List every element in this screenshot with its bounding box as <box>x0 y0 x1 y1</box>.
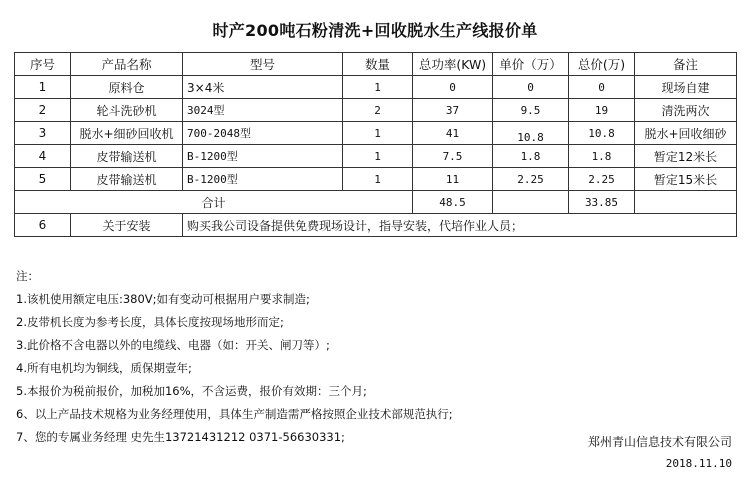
note-item: 3.此价格不含电器以外的电缆线、电器（如：开关、闸刀等）; <box>16 338 330 352</box>
col-header-unit-price: 单价（万） <box>493 53 569 76</box>
row-unit-price: 2.25 <box>493 168 569 191</box>
row-unit-price: 9.5 <box>493 99 569 122</box>
quotation-table <box>14 52 737 237</box>
note-item: 7、您的专属业务经理 史先生13721431212 0371-56630331; <box>16 430 345 444</box>
notes-section <box>16 265 453 449</box>
row-qty: 1 <box>343 145 413 168</box>
table-row <box>15 76 737 99</box>
subtotal-empty-cell <box>493 191 569 214</box>
row-model: B-1200型 <box>183 145 343 168</box>
table-row <box>15 122 737 145</box>
row-name: 皮带输送机 <box>71 168 183 191</box>
row-name: 皮带输送机 <box>71 145 183 168</box>
row-model: 3×4米 <box>183 76 343 99</box>
note-item: 6、以上产品技术规格为业务经理使用，具体生产制造需严格按照企业技术部规范执行; <box>16 407 453 421</box>
col-header-model: 型号 <box>183 53 343 76</box>
row-model: 3024型 <box>183 99 343 122</box>
document-date: 2018.11.10 <box>665 457 732 470</box>
install-name: 关于安装 <box>71 214 183 237</box>
row-model: 700-2048型 <box>183 122 343 145</box>
col-header-qty: 数量 <box>343 53 413 76</box>
row-model: B-1200型 <box>183 168 343 191</box>
note-item: 1.该机使用额定电压:380V;如有变动可根据用户要求制造; <box>16 292 310 306</box>
note-item: 4.所有电机均为铜线，质保期壹年; <box>16 361 192 375</box>
row-qty: 1 <box>343 76 413 99</box>
row-name: 脱水+细砂回收机 <box>71 122 183 145</box>
row-unit-price: 10.8 <box>493 122 569 145</box>
row-no: 4 <box>15 145 71 168</box>
row-total: 2.25 <box>569 168 635 191</box>
note-item: 5.本报价为税前报价，加税加16%，不含运费，报价有效期：三个月; <box>16 384 367 398</box>
note-item: 2.皮带机长度为参考长度，具体长度按现场地形而定; <box>16 315 284 329</box>
row-remark: 现场自建 <box>635 76 737 99</box>
table-row <box>15 145 737 168</box>
row-no: 3 <box>15 122 71 145</box>
col-header-name: 产品名称 <box>71 53 183 76</box>
document-title: 时产200吨石粉清洗+回收脱水生产线报价单 <box>212 21 538 40</box>
col-header-remark: 备注 <box>635 53 737 76</box>
row-qty: 1 <box>343 168 413 191</box>
row-name: 轮斗洗砂机 <box>71 99 183 122</box>
subtotal-row <box>15 191 737 214</box>
table-row <box>15 168 737 191</box>
col-header-total: 总价(万) <box>569 53 635 76</box>
row-power: 0 <box>413 76 493 99</box>
notes-heading: 注： <box>16 269 39 283</box>
row-remark: 暂定15米长 <box>635 168 737 191</box>
subtotal-power: 48.5 <box>413 191 493 214</box>
row-remark: 脱水+回收细砂 <box>635 122 737 145</box>
row-qty: 1 <box>343 122 413 145</box>
row-total: 1.8 <box>569 145 635 168</box>
install-text: 购买我公司设备提供免费现场设计，指导安装，代培作业人员； <box>183 214 737 237</box>
row-total: 10.8 <box>569 122 635 145</box>
row-total: 19 <box>569 99 635 122</box>
row-remark: 清洗两次 <box>635 99 737 122</box>
table-header-row <box>15 53 737 76</box>
row-remark: 暂定12米长 <box>635 145 737 168</box>
company-name: 郑州青山信息技术有限公司 <box>587 435 732 449</box>
row-no: 5 <box>15 168 71 191</box>
row-power: 11 <box>413 168 493 191</box>
row-no: 2 <box>15 99 71 122</box>
subtotal-total: 33.85 <box>569 191 635 214</box>
col-header-power: 总功率(KW) <box>413 53 493 76</box>
subtotal-empty-cell <box>635 191 737 214</box>
install-row <box>15 214 737 237</box>
row-power: 41 <box>413 122 493 145</box>
row-power: 37 <box>413 99 493 122</box>
row-name: 原料仓 <box>71 76 183 99</box>
row-total: 0 <box>569 76 635 99</box>
row-no: 1 <box>15 76 71 99</box>
row-qty: 2 <box>343 99 413 122</box>
row-power: 7.5 <box>413 145 493 168</box>
install-no: 6 <box>15 214 71 237</box>
col-header-no: 序号 <box>15 53 71 76</box>
row-unit-price: 0 <box>493 76 569 99</box>
row-unit-price: 1.8 <box>493 145 569 168</box>
table-row <box>15 99 737 122</box>
subtotal-label: 合计 <box>15 191 413 214</box>
